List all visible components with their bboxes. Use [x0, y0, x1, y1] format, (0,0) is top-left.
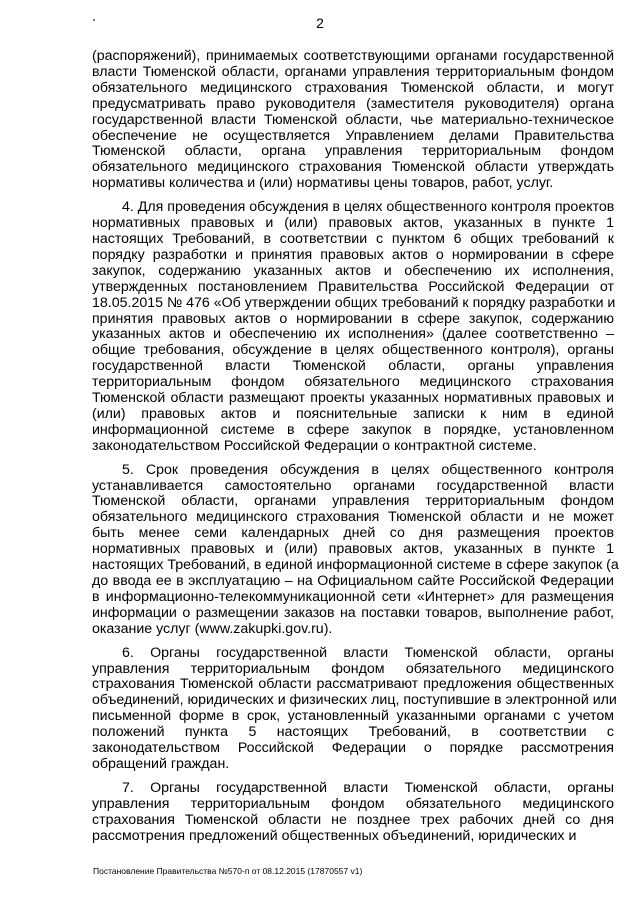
text-line: обязательного медицинского страхования Тюменской области и не может — [92, 509, 614, 526]
text-line: нормативы количества и (или) нормативы цены товаров, работ, услуг. — [92, 175, 554, 192]
text-line: Тюменской области размещают проекты указанных нормативных правовых и — [92, 390, 614, 407]
text-line: положений пункта 5 настоящих Требований, в соответствии с — [92, 724, 614, 741]
text-line: (распоряжений), принимаемых соответствующими органами государственной — [92, 48, 614, 64]
text-line: страхования Тюменской области рассматривают предложения общественных — [92, 676, 614, 693]
text-line: законодательством Российской Федерации о контрактной системе. — [92, 437, 537, 454]
text-line: (или) правовых актов и пояснительные записки к ним в единой — [92, 405, 614, 422]
text-line: 4. Для проведения обсуждения в целях общественного контроля проектов — [122, 199, 615, 216]
text-line: нормативных правовых и (или) правовых актов, указанных в пункте 1 — [92, 541, 614, 558]
text-line: 7. Органы государственной власти Тюменской области, органы — [122, 779, 614, 796]
text-line: принятия правовых актов о нормировании в сфере закупок, содержанию — [92, 310, 614, 327]
paragraph — [92, 461, 619, 638]
text-line: управления территориальным фондом обязательного медицинского — [92, 660, 614, 677]
text-line: оказание услуг (www.zakupki.gov.ru). — [92, 620, 333, 637]
text-line: в информационно-телекоммуникационной сети «Интернет» для размещения — [92, 588, 614, 605]
text-line: информационной системе в сфере закупок в порядке, установленном — [92, 421, 614, 438]
text-line: информации о размещении заказов на поставки товаров, выполнение работ, — [92, 604, 614, 621]
text-line: управления территориальным фондом обязательного медицинского — [92, 795, 614, 812]
text-line: письменной форме в срок, установленный указанными органами с учетом — [92, 708, 614, 725]
text-line: Тюменской области, органами управления территориальным фондом — [92, 493, 614, 510]
text-line: рассмотрения предложений общественных объединений, юридических и — [92, 827, 577, 844]
text-line: настоящих Требований, в соответствии с пунктом 6 общих требований к — [92, 230, 614, 247]
text-line: территориальным фондом обязательного медицинского страхования — [92, 374, 614, 391]
text-line: обязательного медицинского страхования Тюменской области утверждать — [92, 159, 614, 176]
text-line: настоящих Требований, в единой информационной системе в сфере закупок (а — [92, 557, 619, 574]
text-line: объединений, юридических и физических лиц, поступившие в электронной или — [92, 692, 617, 709]
text-line: обеспечение не осуществляется Управлением делами Правительства — [92, 127, 614, 144]
text-line: обращений граждан. — [92, 755, 230, 772]
page-number: 2 — [316, 15, 324, 31]
text-line: до ввода ее в эксплуатацию – на Официальном сайте Российской Федерации — [92, 573, 614, 589]
paragraph — [92, 781, 614, 845]
text-line: страхования Тюменской области не позднее трех рабочих дней со дня — [92, 811, 614, 828]
text-line: обязательного медицинского страхования Тюменской области, и могут — [92, 79, 614, 96]
text-line: государственной власти Тюменской области, органы управления — [92, 358, 614, 375]
text-line: 5. Срок проведения обсуждения в целях общественного контроля — [122, 461, 614, 478]
document-footer: Постановление Правительства №570-п от 08.12.2015 (17870557 v1) — [93, 866, 363, 876]
text-line: указанных актов и обеспечению их исполнения» (далее соответственно – — [92, 326, 614, 343]
text-line: государственной власти Тюменской области, чье материально-техническое — [92, 111, 614, 128]
paragraph — [92, 200, 614, 455]
paragraph — [92, 644, 617, 773]
text-line: 18.05.2015 № 476 «Об утверждении общих требований к порядку разработки и — [92, 294, 616, 311]
text-line: порядку разработки и принятия правовых актов о нормировании в сфере — [92, 246, 614, 263]
scan-speck — [93, 19, 95, 21]
text-line: 6. Органы государственной власти Тюменской области, органы — [122, 644, 614, 661]
text-line: устанавливается самостоятельно органами государственной власти — [92, 477, 614, 494]
paragraph — [92, 49, 614, 192]
document-body — [92, 48, 619, 853]
text-line: Тюменской области, органа управления территориальным фондом — [92, 143, 614, 160]
text-line: власти Тюменской области, органами управления территориальным фондом — [92, 63, 614, 80]
text-line: закупок, содержанию указанных актов и обеспечению их исполнения, — [92, 262, 614, 279]
text-line: общие требования, обсуждение в целях общественного контроля), органы — [92, 342, 614, 359]
text-line: законодательством Российской Федерации о порядке рассмотрения — [92, 740, 614, 757]
text-line: нормативных правовых и (или) правовых актов, указанных в пункте 1 — [92, 215, 614, 232]
text-line: предусматривать право руководителя (заместителя руководителя) органа — [92, 95, 614, 112]
text-line: быть менее семи календарных дней со дня размещения проектов — [92, 525, 614, 542]
text-line: утвержденных постановлением Правительства Российской Федерации от — [92, 278, 614, 295]
